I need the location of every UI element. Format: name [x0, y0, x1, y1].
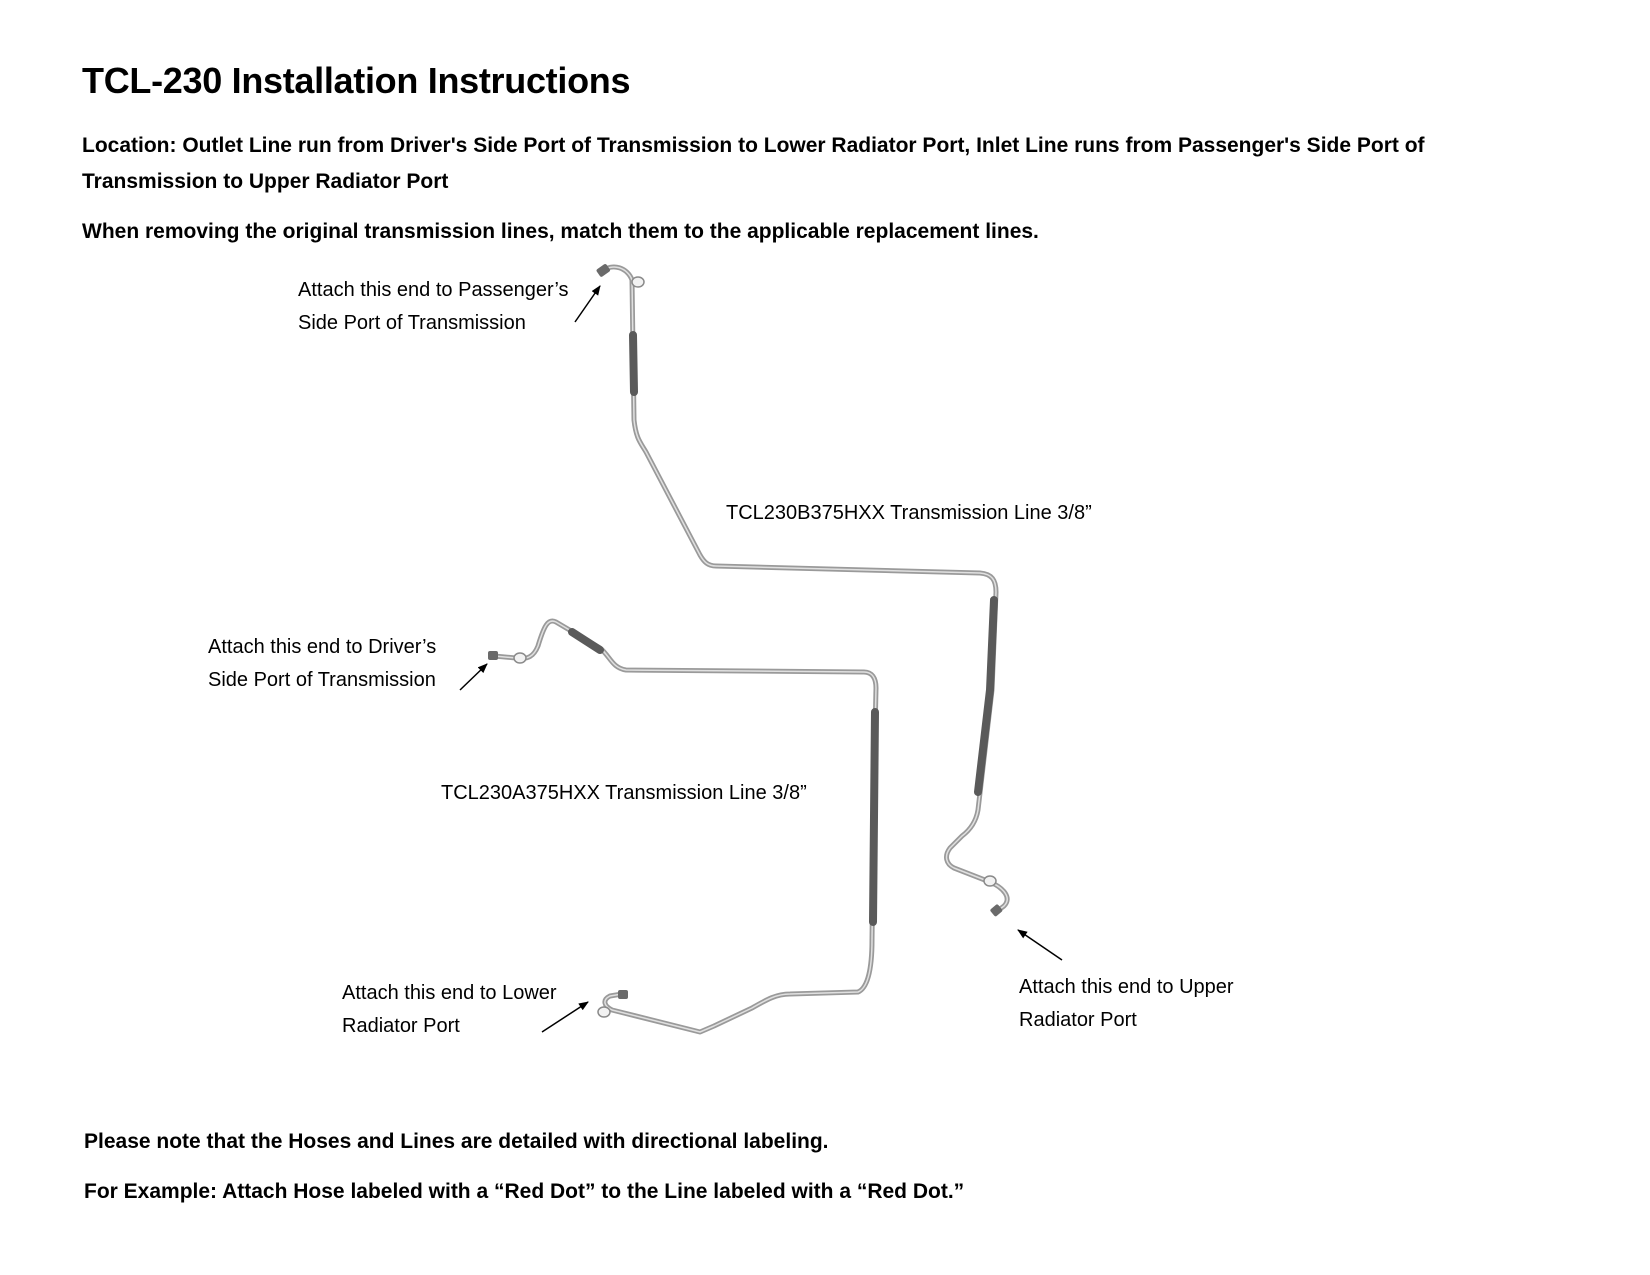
- removing-note: When removing the original transmission lines, match them to the applicable replacement lines.: [82, 220, 1039, 243]
- line-b-tube: [602, 267, 1007, 912]
- callout-driver-line1: Attach this end to Driver’s: [208, 636, 437, 658]
- footer-note: Please note that the Hoses and Lines are detailed with directional labeling.: [84, 1130, 829, 1153]
- line-b-clip-top: [632, 277, 644, 287]
- arrow-passenger: [575, 286, 600, 322]
- location-text: Location: Outlet Line run from Driver's Side Port of Transmission to Lower Radiator Port, Inlet Line runs from Passenger's Side Port of Transmission to Upper Radiator Port: [82, 134, 1425, 193]
- line-b-hose-lower: [978, 600, 994, 792]
- page-title: TCL-230 Installation Instructions: [82, 60, 631, 101]
- line-a-hose-upper: [572, 632, 600, 650]
- callout-passenger-line1: Attach this end to Passenger’s: [298, 279, 569, 301]
- line-a-clip-radiator: [598, 1007, 610, 1017]
- callout-passenger: [298, 274, 569, 340]
- arrow-driver: [460, 664, 487, 690]
- line-a-fitting-radiator: [618, 990, 628, 999]
- callout-upper: [1019, 971, 1234, 1037]
- line-a-label: TCL230A375HXX Transmission Line 3/8”: [441, 782, 807, 804]
- callout-lower-line1: Attach this end to Lower: [342, 982, 557, 1004]
- callout-lower: [342, 977, 557, 1043]
- line-b-clip-bottom: [984, 876, 996, 886]
- arrow-upper: [1018, 930, 1062, 960]
- callout-driver: [208, 631, 436, 697]
- callout-lower-line2: Radiator Port: [342, 1015, 460, 1037]
- line-b-hose-upper: [633, 335, 634, 392]
- callout-driver-line2: Side Port of Transmission: [208, 669, 436, 691]
- line-a-hose-lower: [873, 712, 875, 922]
- line-b-label: TCL230B375HXX Transmission Line 3/8”: [726, 502, 1092, 524]
- footer-example: For Example: Attach Hose labeled with a “Red Dot” to the Line labeled with a “Red Dot.”: [84, 1180, 965, 1203]
- line-a-clip-driver: [514, 653, 526, 663]
- callout-passenger-line2: Side Port of Transmission: [298, 312, 526, 334]
- line-a-fitting-driver: [488, 651, 498, 660]
- callout-upper-line1: Attach this end to Upper: [1019, 976, 1234, 998]
- callout-upper-line2: Radiator Port: [1019, 1009, 1137, 1031]
- line-a-tube: [494, 621, 876, 1032]
